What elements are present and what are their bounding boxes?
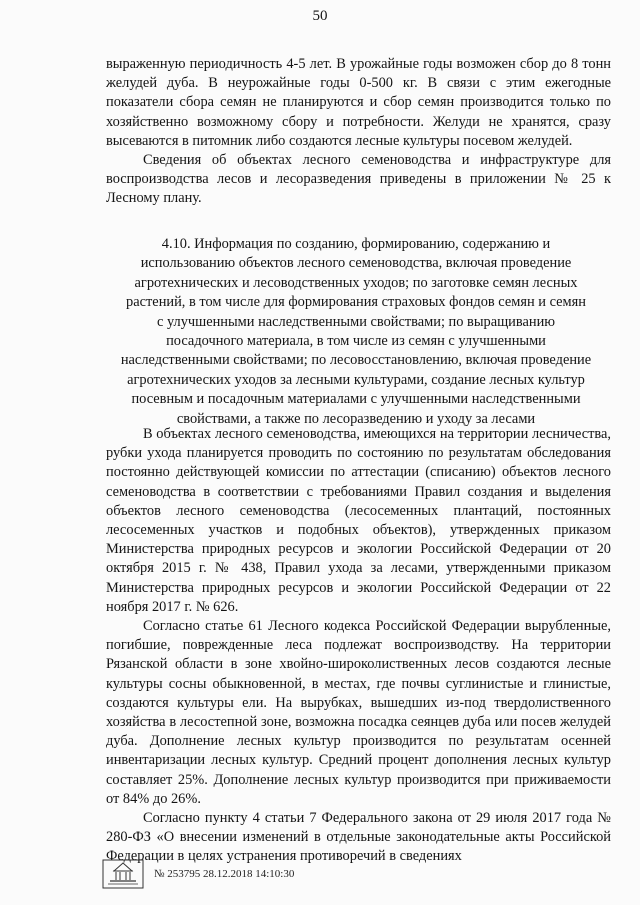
heading-line: агротехнических и лесоводственных уходов; по заготовке семян лесных [134,274,578,291]
footer-stamp [102,859,294,889]
building-logo-icon [102,859,144,889]
heading-line: с улучшенными наследственными свойствами; по выращиванию [156,313,556,330]
heading-line: растений, в том числе для формирования страховых фондов семян и семян [126,294,586,311]
body-text-top [106,55,611,209]
paragraph: выраженную периодичность 4-5 лет. В урожайные годы возможен сбор до 8 тонн желудей дуба. В неурожайные годы 0-500 кг. В связи с этим ежегодные показатели сбора семян не планируются и сбор семян производится только по хозяйственно возможному сбору и потребности. Желуди не хранятся, сразу высеваются в питомник либо создаются лесные культуры посевом желудей. [106,56,611,149]
heading-line: свойствами, а также по лесоразведению и уходу за лесами [176,410,536,427]
page-number: 50 [312,8,328,24]
heading-line: 4.10. Информация по созданию, формированию, содержанию и [161,236,551,252]
paragraph: Согласно статье 61 Лесного кодекса Российской Федерации вырубленные, погибшие, поврежденные леса подлежат воспроизводству. На территории Рязанской области в зоне хвойно-широколиственных лесов создаются лесные культуры сосны обыкновенной, в местах, где почвы суглинистые и глинистые, создаются культуры ели. На вырубках, вышедших из-под твердолиственного хозяйства в лесостепной зоне, возможна посадка сеянцев дуба или посев желудей дуба. Дополнение лесных культур производится по результатам осенней инвентаризации лесных культур. Средний процент дополнения лесных культур составляет 25%. Дополнение лесных культур производится при приживаемости от 84% до 26%. [106,618,611,807]
heading-line: посевным и посадочным материалами с улучшенными наследственными [131,391,581,408]
registration-stamp-text: № 253795 28.12.2018 14:10:30 [154,868,295,880]
paragraph: Согласно пункту 4 статьи 7 Федерального закона от 29 июля 2017 года № 280-ФЗ «О внесении изменений в отдельные законодательные акты Российской Федерации в целях устранения противоречий в сведениях [106,810,611,865]
section-heading [116,235,596,429]
heading-line: посадочного материала, в том числе из семян с улучшенными [166,333,546,350]
heading-line: использованию объектов лесного семеноводства, включая проведение [140,255,572,272]
body-text-bottom [106,425,611,867]
heading-line: наследственными свойствами; по лесовосстановлению, включая проведение [120,352,592,369]
heading-line: агротехнических уходов за лесными культурами, создание лесных культур [127,371,585,388]
paragraph: Сведения об объектах лесного семеноводства и инфраструктуре для воспроизводства лесов и лесоразведения приведены в приложении № 25 к Лесному плану. [106,152,611,207]
paragraph: В объектах лесного семеноводства, имеющихся на территории лесничества, рубки ухода планируется проводить по состоянию по результатам обследования постоянно действующей комиссии по аттестации (списанию) объектов лесного семеноводства в соответствии с требованиями Правил создания и выделения объектов лесного семеноводства (лесосеменных плантаций, постоянных лесосеменных участков и подобных объектов), утвержденных приказом Министерства природных ресурсов и экологии Российской Федерации от 20 октября 2015 г. № 438, Правил ухода за лесами, утвержденными приказом Министерства природных ресурсов и экологии Российской Федерации от 22 ноября 2017 г. № 626. [106,426,611,615]
